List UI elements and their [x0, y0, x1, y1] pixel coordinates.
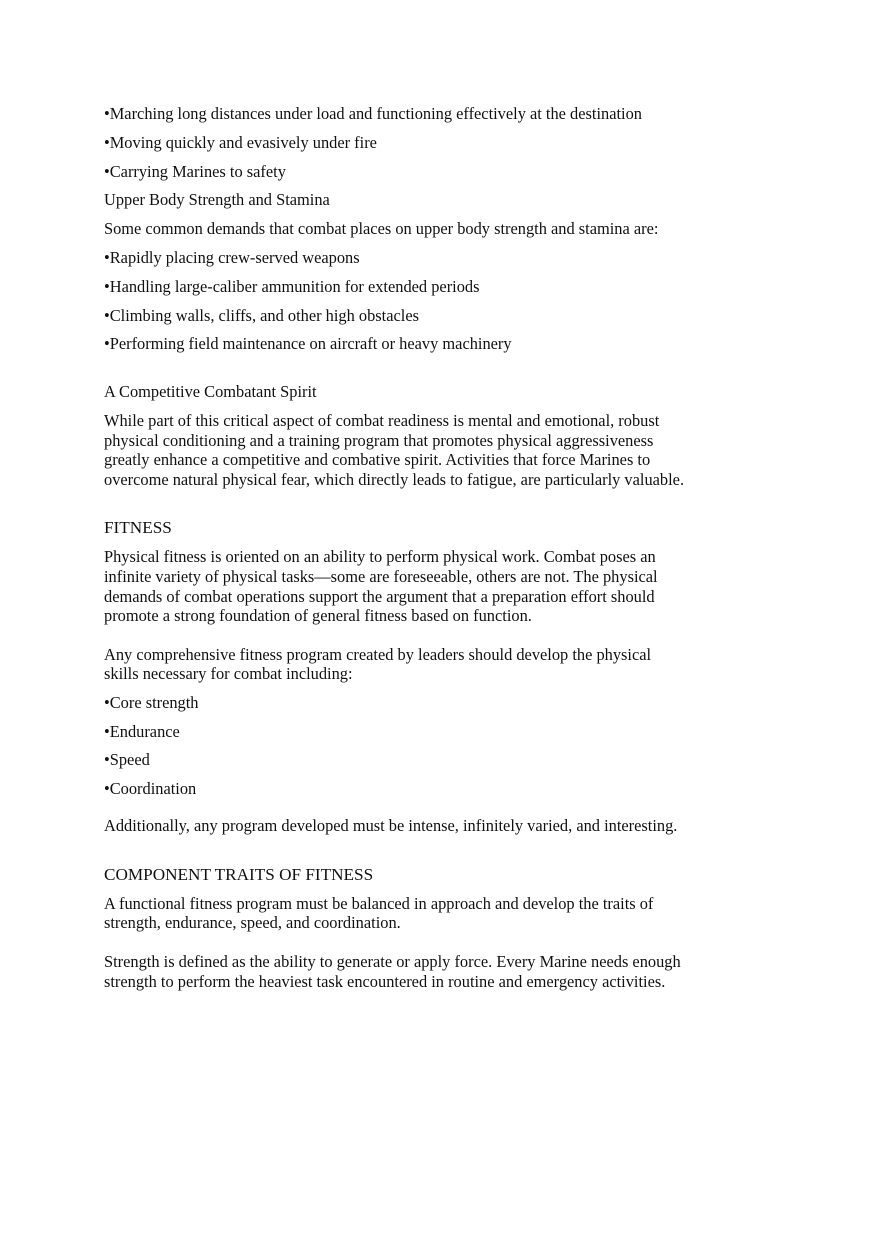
section-heading-upper-body: Upper Body Strength and Stamina: [104, 190, 330, 210]
paragraph-line: A functional fitness program must be balanced in approach and develop the traits of: [104, 893, 654, 913]
spacer: [104, 808, 744, 816]
list-item: •Marching long distances under load and functioning effectively at the destination: [104, 104, 642, 123]
list-item: •Handling large-caliber ammunition for extended periods: [104, 276, 480, 296]
fitness-paragraph-1: [104, 547, 744, 625]
spacer: [104, 489, 744, 517]
paragraph-line: greatly enhance a competitive and combative spirit. Activities that force Marines to: [104, 450, 651, 470]
list-item: •Carrying Marines to safety: [104, 161, 286, 181]
list-item: •Rapidly placing crew-served weapons: [104, 247, 360, 267]
upper-body-intro: Some common demands that combat places on upper body strength and stamina are:: [104, 219, 659, 239]
traits-paragraph-1: [104, 894, 744, 933]
list-item: •Endurance: [104, 721, 180, 741]
list-item: •Coordination: [104, 779, 197, 799]
list-item: •Core strength: [104, 692, 199, 712]
spirit-paragraph: [104, 411, 744, 489]
fitness-closing: Additionally, any program developed must be intense, infinitely varied, and interesting.: [104, 815, 678, 835]
paragraph-line: strength, endurance, speed, and coordination.: [104, 913, 401, 933]
paragraph-line: Any comprehensive fitness program created by leaders should develop the physical: [104, 644, 652, 664]
paragraph-line: skills necessary for combat including:: [104, 664, 353, 684]
section-heading-traits: COMPONENT TRAITS OF FITNESS: [104, 864, 374, 884]
section-heading-fitness: FITNESS: [104, 518, 172, 538]
page-content: [104, 104, 744, 991]
spacer: [104, 363, 744, 382]
section-heading-spirit: A Competitive Combatant Spirit: [104, 382, 317, 402]
paragraph-line: Strength is defined as the ability to generate or apply force. Every Marine needs enough: [104, 952, 681, 972]
spacer: [104, 933, 744, 952]
spacer: [104, 539, 744, 547]
list-item: •Moving quickly and evasively under fire: [104, 132, 377, 152]
paragraph-line: infinite variety of physical tasks—some are foreseeable, others are not. The physical: [104, 566, 658, 586]
spacer: [104, 886, 744, 894]
list-item: •Climbing walls, cliffs, and other high obstacles: [104, 305, 419, 325]
paragraph-line: demands of combat operations support the argument that a preparation effort should: [104, 586, 655, 606]
traits-paragraph-2: [104, 952, 744, 991]
paragraph-line: physical conditioning and a training program that promotes physical aggressiveness: [104, 430, 654, 450]
list-item: •Performing field maintenance on aircraft or heavy machinery: [104, 334, 512, 354]
fitness-paragraph-2: [104, 645, 744, 684]
paragraph-line: While part of this critical aspect of combat readiness is mental and emotional, robust: [104, 410, 660, 430]
list-item: •Speed: [104, 750, 150, 770]
paragraph-line: Physical fitness is oriented on an ability to perform physical work. Combat poses an: [104, 547, 656, 567]
spacer: [104, 836, 744, 864]
spacer: [104, 626, 744, 645]
paragraph-line: promote a strong foundation of general fitness based on function.: [104, 606, 532, 626]
paragraph-line: overcome natural physical fear, which directly leads to fatigue, are particularly valuable.: [104, 469, 685, 489]
paragraph-line: strength to perform the heaviest task encountered in routine and emergency activities.: [104, 971, 666, 991]
